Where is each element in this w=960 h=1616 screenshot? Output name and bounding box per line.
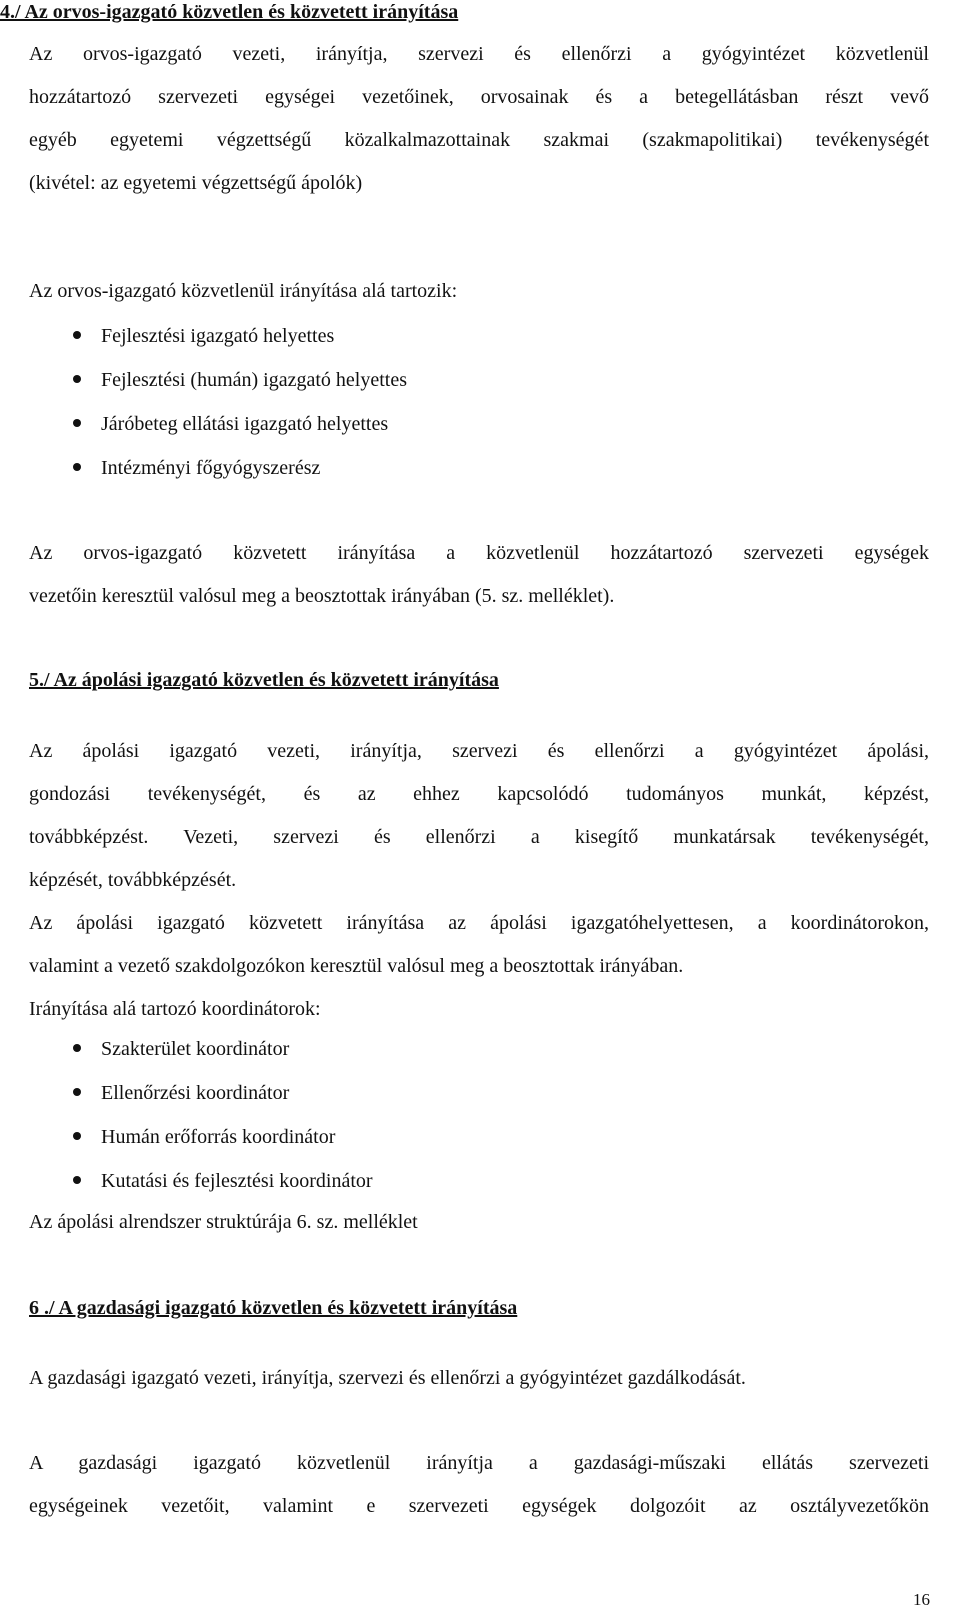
section6-intro: A gazdasági igazgató vezeti, irányítja, szervezi és ellenőrzi a gyógyintézet gazdálkodását. <box>29 1367 746 1389</box>
list-item <box>29 314 929 358</box>
section5-intro <box>29 730 929 1031</box>
list-item-text: Kutatási és fejlesztési koordinátor <box>101 1170 373 1192</box>
list-item <box>29 1027 929 1071</box>
section5-coordinators-label: Irányítása alá tartozó koordinátorok: <box>29 998 321 1020</box>
list-item-text: Humán erőforrás koordinátor <box>101 1126 336 1148</box>
section5-intro-line-1: Az ápolási igazgató vezeti, irányítja, szervezi és ellenőrzi a gyógyintézet ápolási, <box>29 740 929 762</box>
bullet-icon <box>73 1176 81 1184</box>
list-item-text: Szakterület koordinátor <box>101 1038 290 1060</box>
section6-intro-wrap <box>29 1357 929 1400</box>
section5-heading: 5./ Az ápolási igazgató közvetlen és közvetett irányítása <box>29 669 499 691</box>
section4-intro <box>29 33 929 205</box>
section5-intro-line-3: továbbképzést. Vezeti, szervezi és ellenőrzi a kisegítő munkatársak tevékenységét, <box>29 826 929 848</box>
list-item-text: Járóbeteg ellátási igazgató helyettes <box>101 413 389 435</box>
section6-direct-line-2: egységeinek vezetőit, valamint e szervezeti egységek dolgozóit az osztályvezetőkön <box>29 1495 929 1517</box>
bullet-icon <box>73 463 81 471</box>
list-item-text: Ellenőrzési koordinátor <box>101 1082 290 1104</box>
section6-direct-line-1: A gazdasági igazgató közvetlenül irányítja a gazdasági-műszaki ellátás szervezeti <box>29 1452 929 1474</box>
section4-heading: 4./ Az orvos-igazgató közvetlen és közvetett irányítása <box>0 1 459 23</box>
section4-indirect <box>29 532 929 618</box>
list-item-text: Fejlesztési (humán) igazgató helyettes <box>101 369 408 391</box>
section4-intro-line-3: egyéb egyetemi végzettségű közalkalmazottainak szakmai (szakmapolitikai) tevékenységét <box>29 129 929 151</box>
section5-indirect-line-1: Az ápolási igazgató közvetett irányítása az ápolási igazgatóhelyettesen, a koordinátorokon, <box>29 912 929 934</box>
section6-direct <box>29 1442 929 1528</box>
section4-direct-label-wrap <box>29 270 929 313</box>
bullet-icon <box>73 375 81 383</box>
section5-intro-line-2: gondozási tevékenységét, és az ehhez kapcsolódó tudományos munkát, képzést, <box>29 783 929 805</box>
section5-heading-wrap <box>29 668 929 692</box>
list-item <box>29 1159 929 1203</box>
bullet-icon <box>73 1044 81 1052</box>
section5-structure-note: Az ápolási alrendszer struktúrája 6. sz. melléklet <box>29 1211 418 1233</box>
section4-direct-list <box>29 314 929 490</box>
section4-heading-wrap <box>0 0 929 24</box>
section4-direct-label: Az orvos-igazgató közvetlenül irányítása alá tartozik: <box>29 280 458 302</box>
list-item <box>29 446 929 490</box>
list-item <box>29 402 929 446</box>
section6-heading: 6 ./ A gazdasági igazgató közvetlen és közvetett irányítása <box>29 1297 518 1319</box>
section4-intro-line-2: hozzátartozó szervezeti egységei vezetőinek, orvosainak és a betegellátásban részt vevő <box>29 86 929 108</box>
section5-coordinators-list <box>29 1027 929 1203</box>
bullet-icon <box>73 331 81 339</box>
list-item <box>29 358 929 402</box>
list-item-text: Intézményi főgyógyszerész <box>101 457 321 479</box>
bullet-icon <box>73 1132 81 1140</box>
section4-indirect-line-1: Az orvos-igazgató közvetett irányítása a közvetlenül hozzátartozó szervezeti egységek <box>29 542 929 564</box>
page-number: 16 <box>913 1590 930 1609</box>
section5-intro-line-4: képzését, továbbképzését. <box>29 869 237 891</box>
list-item <box>29 1071 929 1115</box>
section6-heading-wrap <box>29 1296 929 1320</box>
section4-indirect-line-2: vezetőin keresztül valósul meg a beosztottak irányában (5. sz. melléklet). <box>29 585 615 607</box>
list-item <box>29 1115 929 1159</box>
bullet-icon <box>73 419 81 427</box>
section5-structure-note-wrap <box>29 1201 929 1244</box>
section5-indirect-line-2: valamint a vezető szakdolgozókon keresztül valósul meg a beosztottak irányában. <box>29 955 684 977</box>
section4-intro-line-1: Az orvos-igazgató vezeti, irányítja, szervezi és ellenőrzi a gyógyintézet közvetlenül <box>29 43 929 65</box>
bullet-icon <box>73 1088 81 1096</box>
section4-intro-line-4: (kivétel: az egyetemi végzettségű ápolók) <box>29 172 363 194</box>
list-item-text: Fejlesztési igazgató helyettes <box>101 325 335 347</box>
